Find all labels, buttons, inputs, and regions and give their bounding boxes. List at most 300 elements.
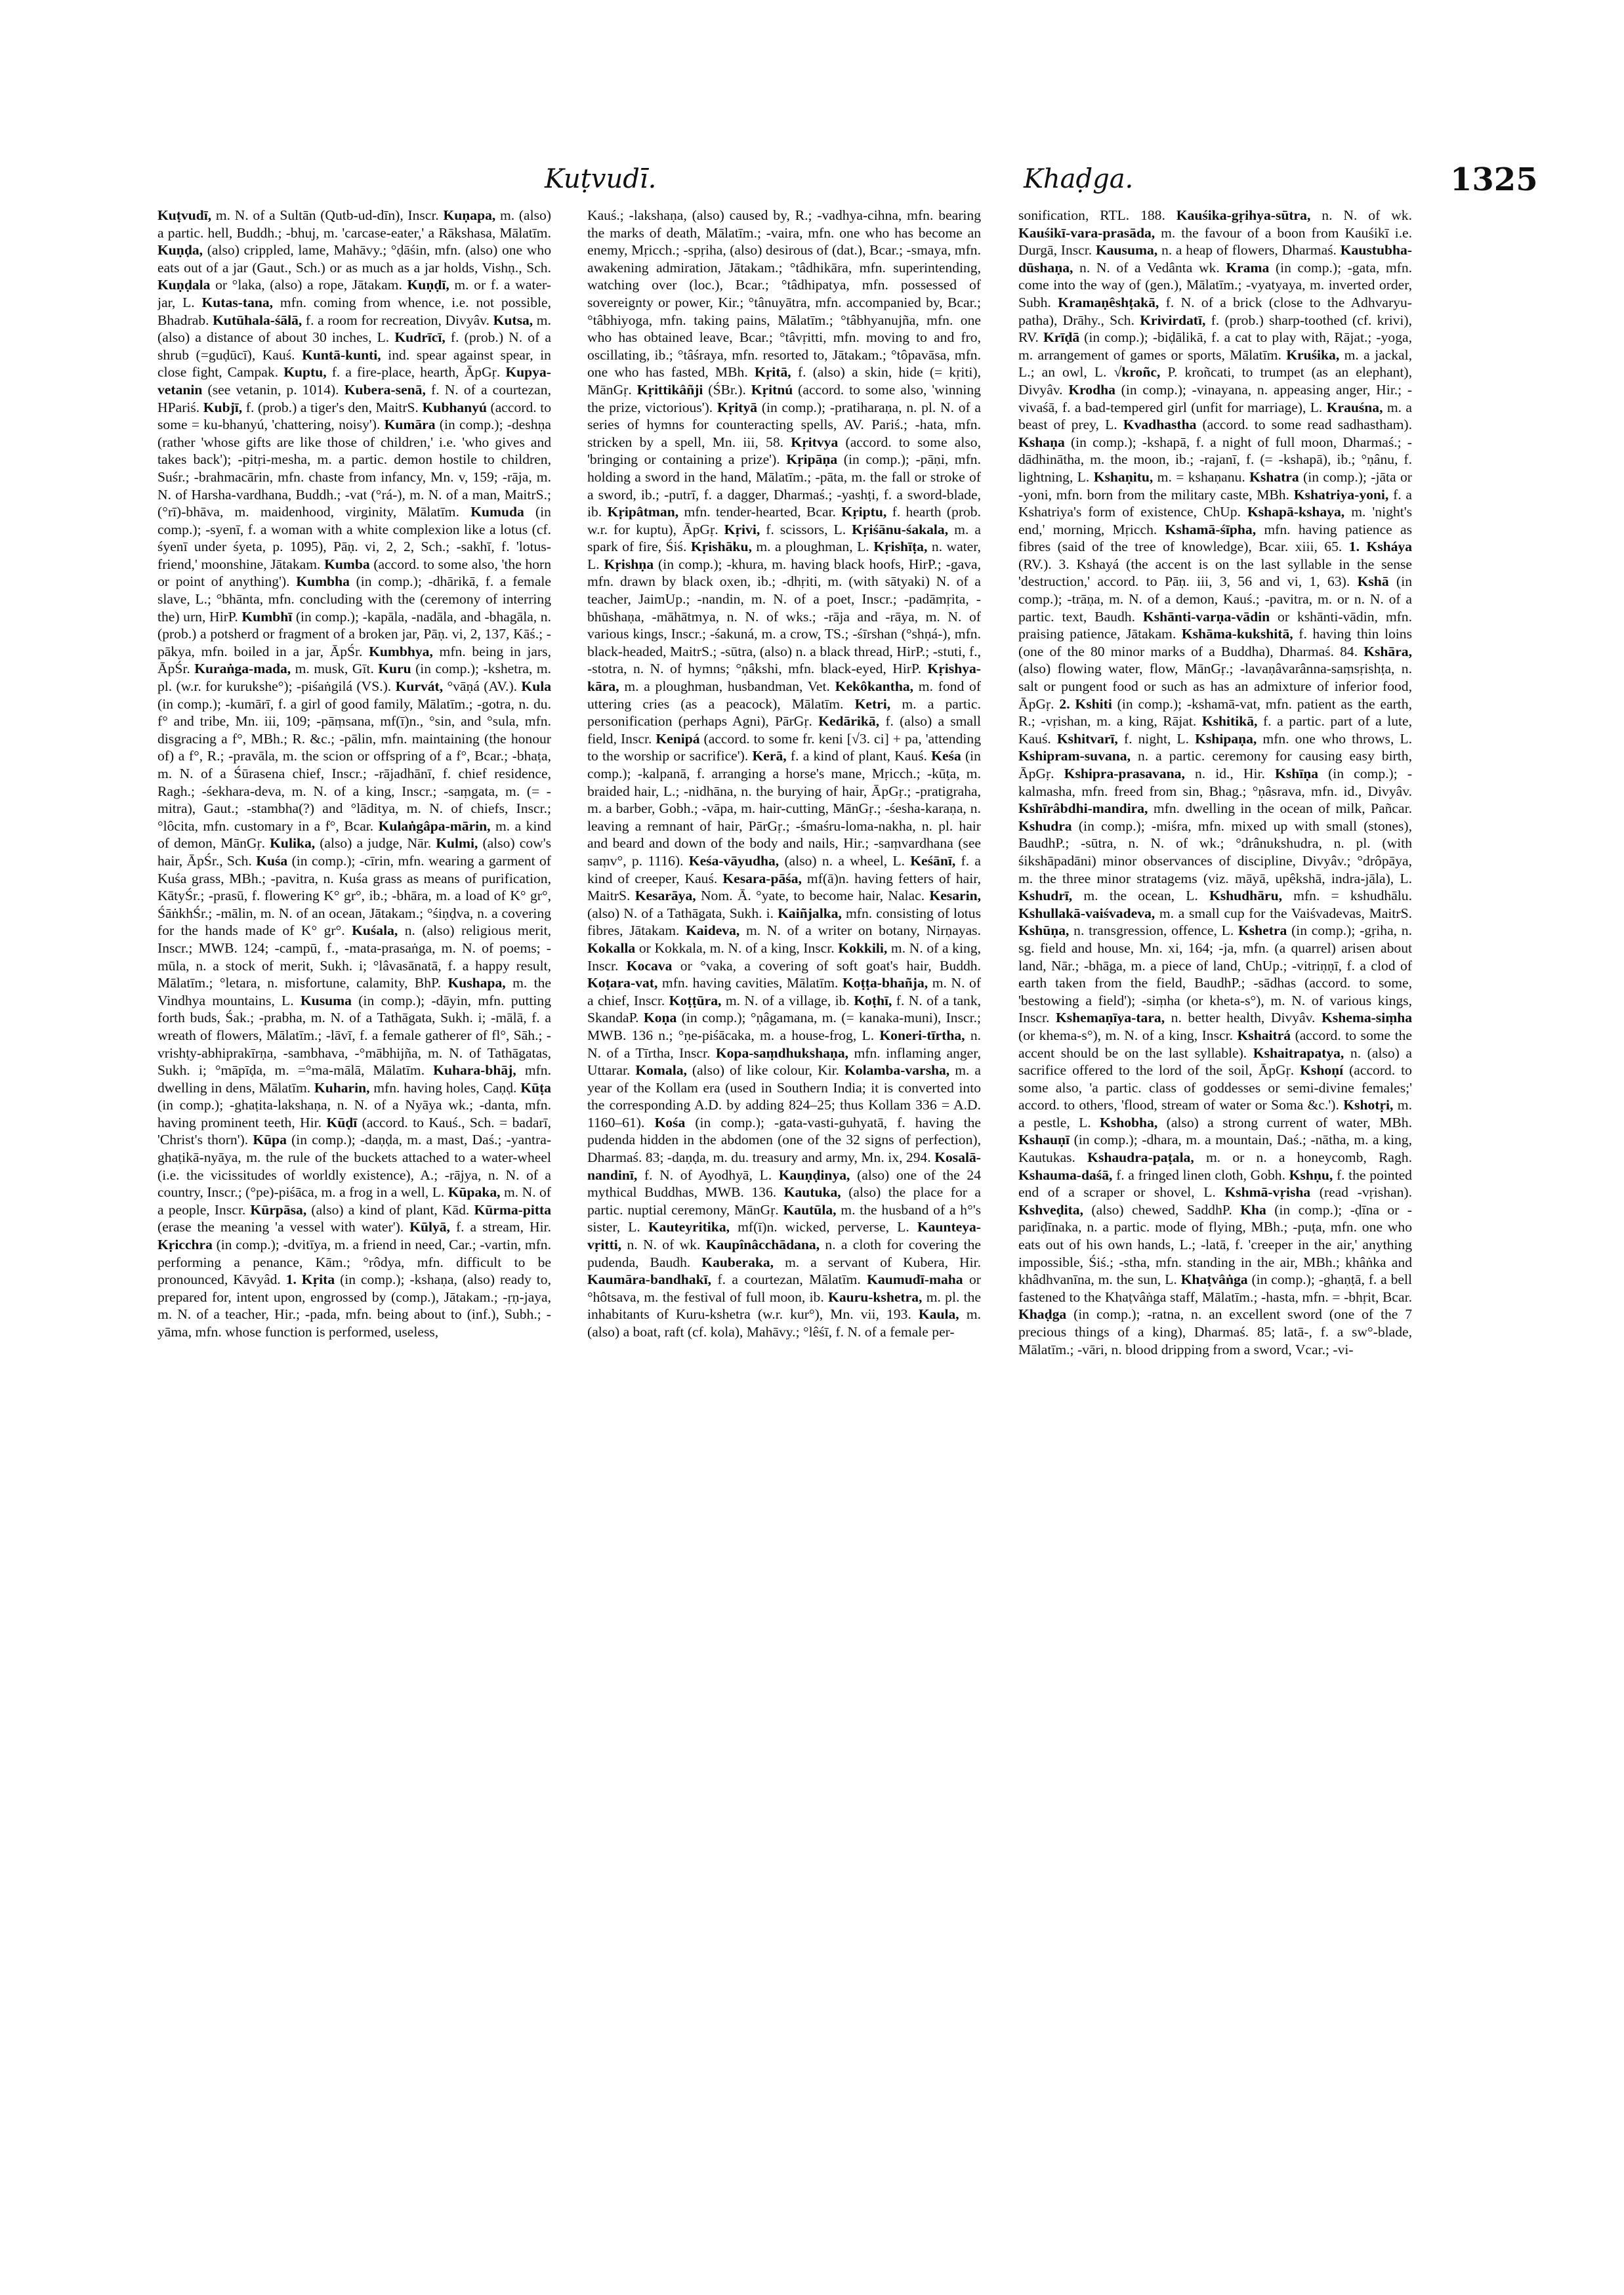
entry-definition: f. (also) a skin, hide (= kṛiti), MānGṛ.	[587, 364, 981, 398]
dictionary-entry	[1057, 731, 1189, 747]
entry-definition: f. a kind of plant, Kauś.	[790, 748, 927, 764]
entry-headword: Kshīṇa	[1275, 766, 1319, 781]
entry-definition: Nom. Ā. °yate, to become hair, Nalac.	[700, 888, 925, 904]
dictionary-entry	[157, 678, 551, 834]
entry-headword: Kshamā-śīpha,	[1165, 521, 1257, 537]
entry-definition: (in comp.); -kalpanā, f. arranging a horse's mane, Mṛicch.; -kūṭa, m. braided hair, L.; -nidhāna, n. the burying of hair, ĀpGṛ.; -pratigraha, m. a barber, Gobh.; -vāpa, m. hair-cutting, MānGṛ.; -śesha-karaṇa, n. leaving a remnant of hair, PārGṛ.; -śmaśru-loma-nakha, n. pl. hair and beard and down of the body and nails, Hir.; -saṃvardhana (see saṃv°, p. 1116).	[587, 748, 981, 869]
page-number: 1325	[1450, 161, 1538, 198]
entry-definition: m. a small cup for the Vaiśvadevas, MaitrS.	[1159, 905, 1412, 921]
entry-definition: (accord. to some also, 'a partic. class of goddesses or semi-divine females;' accord. to others, 'flood, stream of water or Soma &c.').	[1018, 1062, 1412, 1113]
entry-headword: Khaḍga	[1018, 1306, 1067, 1323]
dictionary-entry	[587, 207, 981, 380]
entry-headword: Kshānti-varṇa-vādin	[1142, 608, 1270, 625]
entry-headword: Kuśala,	[352, 922, 398, 939]
entry-definition: n. id., Hir.	[1194, 766, 1265, 781]
entry-headword: Kūpa	[253, 1132, 287, 1148]
entry-definition: m. a spark of fire, Śiś.	[587, 521, 981, 555]
entry-headword: Kshudhāru,	[1209, 888, 1282, 904]
entry-headword: Kusuma	[300, 992, 352, 1008]
entry-headword: Kenipá	[656, 730, 700, 747]
dictionary-entry	[1094, 469, 1245, 485]
entry-definition: (in comp.); -pratiharaṇa, n. pl. N. of a series of hymns for counteracting spells, AV. Pariś.; -hata, mfn. stricken by a spell, Mn. iii, 58.	[587, 399, 981, 450]
entry-definition: f. a fringed linen cloth, Gobh.	[1116, 1167, 1285, 1183]
entry-headword: Kūṭa	[520, 1079, 551, 1096]
entry-headword: Kuṇapa,	[443, 207, 496, 223]
entry-definition: f. N. of a brick (close to the Adhvaryu-patha), Drāhy., Sch.	[1018, 294, 1412, 328]
entry-definition: f. hearth (prob. w.r. for kuptu), ĀpGṛ.	[587, 504, 981, 537]
dictionary-entry	[157, 242, 551, 276]
entry-definition: n. a heap of flowers, Dharmaś.	[1161, 242, 1337, 258]
entry-headword: Kocava	[626, 957, 673, 974]
text-column-3	[1018, 207, 1412, 2227]
entry-definition: f. (prob.) N. of a shrub (=guḍūcī), Kauś.	[157, 329, 551, 363]
entry-headword: Kauṇḍinya,	[778, 1167, 850, 1183]
entry-headword: Kesara-pāśa,	[722, 870, 802, 886]
entry-headword: Kruśika,	[1286, 346, 1340, 363]
entry-definition: (accord. to some also, 'winning the prize, victorious').	[587, 381, 981, 415]
entry-headword: Kshitvarī,	[1056, 730, 1118, 747]
entry-headword: Kṛiptu,	[841, 504, 887, 520]
entry-headword: Kshipra-prasavana,	[1064, 766, 1185, 781]
entry-definition: (in comp.); -jāta or -yoni, mfn. born from the military caste, MBh.	[1018, 468, 1412, 503]
entry-headword: Kshauma-daśā,	[1018, 1167, 1113, 1183]
entry-headword: Kvadhastha	[1123, 417, 1197, 433]
entry-definition: (in comp.); -ghaṭita-lakshaṇa, n. N. of a Nyāya wk.; -danta, mfn. having prominent teeth, Hir.	[157, 1097, 551, 1130]
entry-headword: Kekôkantha,	[835, 678, 914, 695]
entry-headword: Kautuka,	[783, 1184, 841, 1201]
entry-definition: n. (also) religious merit, Inscr.; MWB. 124; -campū, f., -mata-prasaṅga, m. N. of poems; -mūla, n. a stock of merit, Sukh. i; °lâvasānatā, f. a happy result, Mālatīm.; °letara, n. misfortune, calamity, BhP.	[157, 922, 551, 991]
entry-definition: m. the ocean, L.	[1083, 888, 1198, 904]
entry-definition: or °laka, (also) a rope, Jātakam.	[215, 277, 402, 293]
entry-definition: mfn. dwelling in the ocean of milk, Pañcar.	[1153, 800, 1412, 817]
entry-definition: f. a fire-place, hearth, ĀpGṛ.	[331, 364, 501, 381]
dictionary-entry	[635, 1062, 839, 1078]
dictionary-entry	[1018, 818, 1412, 886]
dictionary-entry	[1176, 207, 1412, 223]
entry-definition: (accord. to some also, 'the horn or point of anything').	[157, 556, 551, 590]
entry-headword: Kopa-saṃdhukshaṇa,	[715, 1044, 849, 1061]
entry-headword: Kudrīcī,	[394, 329, 446, 346]
entry-definition: mfn. having cavities, Mālatīm.	[661, 975, 839, 991]
entry-definition: (in comp.); -gata-vasti-guhyatā, f. having the pudenda hidden in the abdomen (one of the 32 signs of perfection), Dharmaś. 83; -daṇḍa, m. du. treasury and army, Mn. ix, 294.	[587, 1114, 981, 1166]
entry-headword: Krīḍā	[1043, 329, 1080, 346]
entry-headword: Kuru	[378, 661, 411, 677]
entry-definition: n. a partic. ceremony for causing easy birth, ĀpGṛ.	[1018, 748, 1412, 781]
entry-definition: (in comp.); -kshapā, f. a night of full moon, Dharmaś.; -dādhinātha, m. the moon, ib.; -rajanī, f. (= -kshapā), ib.; °ṇânu, f. lightning, L.	[1018, 434, 1412, 485]
entry-headword: Kṛishya-kāra,	[587, 661, 981, 695]
entry-definition: (also) one of the 24 mythical Buddhas, MWB. 136.	[587, 1167, 981, 1201]
dictionary-entry	[157, 277, 402, 293]
dictionary-entry	[724, 522, 846, 537]
entry-headword: Kulika,	[270, 835, 316, 852]
dictionary-entry	[752, 748, 927, 764]
text-column-1	[157, 207, 551, 2227]
entry-definition: (accord. to some = ku-bhanyú, 'chattering, noisy').	[157, 399, 551, 433]
dictionary-entry	[587, 1272, 861, 1287]
entry-definition: m. fond of uttering cries (as a peacock), Mālatīm.	[587, 678, 981, 712]
entry-definition: m. a ploughman, husbandman, Vet.	[624, 678, 830, 695]
dictionary-entry	[627, 958, 981, 974]
entry-headword: Kshaitrá	[1237, 1027, 1291, 1043]
dictionary-entry	[1018, 1306, 1412, 1357]
entry-headword: Kula	[521, 678, 551, 695]
entry-headword: Khaṭvâṅga	[1180, 1272, 1248, 1288]
entry-headword: Kshaitrapatya,	[1253, 1044, 1344, 1061]
entry-definition: (accord. to some also, 'bringing or containing a prize').	[587, 434, 981, 468]
entry-definition: mfn. = kshudhālu.	[1293, 888, 1412, 904]
entry-definition: m. the favour of a boon from Kauśikī i.e. Durgā, Inscr.	[1018, 224, 1412, 258]
entry-headword: Kaunteya-vṛitti,	[587, 1219, 981, 1253]
entry-headword: Kolamba-varsha,	[844, 1062, 950, 1079]
entry-definition: ind. spear against spear, in close fight, Campak.	[157, 346, 551, 381]
running-head-right: Khaḍga.	[1024, 164, 1134, 194]
entry-headword: Kauśika-gṛihya-sūtra,	[1176, 207, 1311, 223]
entry-definition: (in comp.); -ghaṇṭā, f. a bell fastened to the Khaṭvâṅga staff, Mālatīm.; -hasta, mfn. = -bhṛit, Bcar.	[1018, 1272, 1412, 1305]
entry-headword: Krodha	[1068, 381, 1115, 398]
entry-headword: Kubhanyú	[422, 399, 487, 415]
entry-headword: Kshotṛi,	[1343, 1097, 1394, 1113]
entry-headword: Kshveḍita,	[1018, 1201, 1083, 1218]
entry-definition: mfn. dwelling in dens, Mālatīm.	[157, 1062, 551, 1096]
entry-definition: mfn. consisting of lotus fibres, Jātakam.	[587, 905, 981, 939]
entry-headword: Kshṇu,	[1289, 1167, 1333, 1183]
running-head-left: Kuṭvudī.	[545, 164, 657, 194]
entry-headword: Kṛipāṇa	[786, 451, 838, 468]
entry-definition: (accord. to some fr. keni [√3. ci] + pa, 'attending to the worship or sacrifice').	[587, 730, 981, 764]
entry-headword: Kuṇḍa,	[157, 242, 203, 258]
entry-definition: m. N. of a Sultān (Qutb-ud-dīn), Inscr.	[215, 207, 439, 223]
dictionary-entry	[587, 556, 981, 677]
entry-definition: (also) cow's hair, ĀpŚr., Sch.	[157, 835, 551, 869]
entry-definition: or Kokkala, m. N. of a king, Inscr.	[638, 940, 835, 956]
entry-definition: (in comp.); -miśra, mfn. mixed up with small (stones), BaudhP.; -sūtra, n. N. of wk.; °drânukshudra, n. pl. (with śikshāpadāni) minor observances of discipline, Divyâv.; °drôpāya, m. the three minor stratagems (viz. māyā, upêkshā, indra-jāla), L.	[1018, 817, 1412, 886]
entry-definition: f. having thin loins (one of the 80 minor marks of a Buddha), Dharmaś. 84.	[1018, 626, 1412, 659]
dictionary-entry	[587, 748, 981, 869]
entry-headword: Kautūla,	[783, 1201, 837, 1218]
entry-definition: (in comp.); -dāyin, mfn. putting forth buds, Śak.; -prabha, m. N. of a Tathāgata, Sukh. i; -mālā, f. a wreath of flowers, Mālatīm.; -lāvī, f. a female gatherer of fl°, Sāh.; -vrishṭy-abhiprakīrṇa, -sambhava, -°mābhijña, m. N. of Tathāgatas, Sukh. i; °māpīḍa, m. =°ma-mālā, Mālatīm.	[157, 992, 551, 1079]
entry-headword: Kshullakā-vaiśvadeva,	[1018, 905, 1156, 921]
entry-headword: Kaustubha-dūshaṇa,	[1018, 242, 1412, 276]
entry-definition: f. a stream, Hir.	[455, 1219, 551, 1235]
entry-headword: Kṛivi,	[724, 521, 760, 537]
entry-definition: m. N. of a chief, Inscr.	[587, 975, 981, 1008]
dictionary-entry	[213, 312, 489, 328]
entry-definition: (in comp.); °ṇâgamana, m. (= kanaka-muni), Inscr.; MWB. 136 n.; °ṇe-piśācaka, m. a house-frog, L.	[587, 1010, 981, 1043]
entry-headword: Kauteyritika,	[648, 1219, 730, 1235]
entry-definition: sonification, RTL. 188.	[1018, 207, 1165, 223]
entry-headword: Kuharin,	[314, 1079, 370, 1096]
dictionary-entry	[1018, 1202, 1232, 1218]
entry-definition: (in comp.); -kalmasha, mfn. freed from sin, Bhag.; °ṇâsrava, mfn. id., Divyâv.	[1018, 766, 1412, 799]
entry-definition: n. a cloth for covering the pudenda, Baudh.	[587, 1237, 981, 1270]
entry-definition: mfn. having holes, Caṇḍ.	[373, 1079, 517, 1096]
entry-definition: n. N. of a Tīrtha, Inscr.	[587, 1027, 981, 1061]
dictionary-entry	[314, 1080, 517, 1096]
entry-headword: 1. Ksháya	[1348, 539, 1412, 555]
entry-definition: (in comp.); -ḍīna or -pariḍīnaka, n. a partic. mode of flying, MBh.; -puṭa, mfn. one who eats out of his own hands, L.; -latā, f. 'creeper in the air,' anything impossible, Śiś.; -stha, mfn. standing in the air, MBh.; khâṅka and khâdhvanīna, m. the sun, L.	[1018, 1201, 1412, 1288]
entry-headword: Kshīrâbdhi-mandira,	[1018, 800, 1148, 817]
entry-definition: (also) the place for a partic. nuptial ceremony, MānGṛ.	[587, 1184, 981, 1218]
entry-definition: mfn. one who throws, L.	[1262, 730, 1412, 747]
entry-headword: Kṛishāku,	[690, 539, 752, 555]
entry-definition: (in comp.); -khura, m. having black hoofs, HirP.; -gava, mfn. drawn by black oxen, ib.; -dhṛiti, m. (with sātyaki) N. of a teacher, JaimUp.; -nandin, m. N. of a poet, Inscr.; -padāmṛita, -bhūshaṇa, -māhātmya, n. N. of wks.; -rāja and -rāya, m. N. of various kings, Inscr.; -śakuná, m. a crow, TS.; -śīrshan (°shṇá-), mfn. black-headed, MaitrS.; -sūtra, (also) n. a black thread, HirP.; -stuti, f., -stotra, n. N. of hymns; °ṇâkshi, mfn. black-eyed, HirP.	[587, 556, 981, 677]
entry-definition: (in comp.); -kshamā-vat, mfn. patient as the earth, R.; -vṛishan, m. a king, Rājat.	[1018, 695, 1412, 730]
dictionary-entry	[635, 888, 925, 903]
entry-headword: Kūpaka,	[448, 1184, 501, 1201]
entry-headword: Kaideva,	[686, 922, 740, 939]
entry-headword: Kaumudī-maha	[867, 1272, 963, 1288]
entry-definition: mfn. being in jars, ĀpŚr.	[157, 643, 551, 677]
entry-headword: Kshaṇitu,	[1093, 468, 1154, 485]
dictionary-entry	[1195, 731, 1412, 747]
entry-definition: or °vaka, a covering of soft goat's hair, Buddh.	[680, 957, 981, 974]
entry-headword: Koṇa	[643, 1010, 677, 1026]
entry-definition: m. the husband of a h°'s sister, L.	[587, 1201, 981, 1235]
entry-headword: Kshudra	[1018, 817, 1072, 834]
entry-definition: (in comp.); -kapāla, -nadāla, and -bhagāla, n. (prob.) a potsherd or fragment of a broken jar, Pāṇ. vi, 2, 137, Kāś.; -pākya, mfn. boiled in a jar, ĀpŚr.	[157, 608, 551, 659]
dictionary-entry	[689, 853, 905, 869]
entry-definition: m. or f. a water-jar, L.	[157, 277, 551, 310]
entry-headword: Keśa-vāyudha,	[688, 852, 780, 869]
entry-definition: m. (also) a distance of about 30 inches, L.	[157, 312, 551, 346]
entry-headword: Kulmi,	[436, 835, 478, 852]
entry-headword: Kshoṇí	[1300, 1062, 1344, 1079]
entry-headword: Kshipaṇa,	[1195, 730, 1257, 747]
entry-headword: Kshaṇa	[1018, 434, 1065, 450]
entry-headword: √kroñc,	[1114, 364, 1161, 381]
entry-headword: Kurvát,	[395, 678, 444, 695]
entry-headword: Kaupînâcchādana,	[705, 1237, 820, 1253]
entry-headword: Kshāma-kukshitā,	[1181, 626, 1293, 642]
entry-headword: Kūrpāsa,	[250, 1201, 307, 1218]
entry-definition: f. (prob.) sharp-toothed (cf. krivi), RV.	[1018, 312, 1412, 346]
entry-headword: Kokalla	[587, 940, 636, 956]
entry-headword: Kushapa,	[448, 975, 506, 991]
entry-definition: (in comp.); -kumārī, f. a girl of good family, Mālatīm.; -gotra, n. du. f° and tribe, Mn. iii, 109; -pāṃsana, mf(ī)n., °sin, and °sula, mfn. disgracing a f°, MBh.; R. &c.; -pālin, mfn. maintaining (the honour of) a f°, R.; -pravāla, m. the scion or offspring of a f°, Bcar.; -bhaṭa, m. N. of a Śūrasena chief, Inscr.; -rājadhānī, f. chief residence, Ragh.; -śekhara-deva, m. N. of a king, Inscr.; -saṃgata, m. (= -mitra), Gaut.; -stambha(?) and °lāditya, m. N. of chiefs, Inscr.; °lôcita, mfn. customary in a f°, Bcar.	[157, 695, 551, 834]
entry-definition: (also) a strong current of water, MBh.	[1166, 1114, 1412, 1130]
dictionary-entry	[1209, 888, 1412, 903]
dictionary-entry	[409, 1219, 551, 1235]
entry-definition: (in comp.); -dvitīya, m. a friend in need, Car.; -vartin, mfn. performing a penance, Kām.; °rôdya, mfn. difficult to be pronounced, Kāvyâd.	[157, 1237, 551, 1288]
entry-headword: Kauśikī-vara-prasāda,	[1018, 224, 1156, 241]
entry-definition: m. N. of a village, ib.	[725, 992, 850, 1008]
dictionary-entry	[686, 922, 981, 938]
entry-definition: or °hôtsava, m. the festival of full moon, ib.	[587, 1272, 981, 1305]
dictionary-entry	[1123, 417, 1412, 432]
entry-definition: n. N. of a Vedânta wk.	[1079, 259, 1220, 276]
entry-headword: Kūlyā,	[409, 1219, 450, 1235]
entry-definition: (also) n. a wheel, L.	[784, 852, 905, 869]
entry-headword: Krauśna,	[1326, 399, 1383, 415]
entry-headword: Komala,	[635, 1062, 687, 1079]
entry-headword: Kshobha,	[1100, 1114, 1158, 1130]
dictionary-entry	[283, 364, 500, 380]
entry-definition: f. scissors, L.	[766, 521, 846, 537]
dictionary-entry	[608, 504, 836, 520]
dictionary-entry	[1100, 1115, 1412, 1130]
entry-definition: (in comp.); -ratna, n. an excellent sword (one of the 7 precious things of a king), Dharmaś. 85; latā-, f. a sw°-blade, Mālatīm.; -vāri, n. blood dripping from a sword, Vcar.; -vi-	[1018, 1306, 1412, 1357]
entry-headword: Kedārikā,	[818, 713, 880, 730]
entry-headword: Kshapā-kshaya,	[1247, 504, 1345, 520]
dictionary-entry	[1018, 800, 1412, 816]
entry-definition: (in comp.); -deshṇa (rather 'whose gifts are like those of children,' i.e. 'who gives and takes back'); -pitṛi-mesha, m. a partic. demon hostile to children, Suśr.; -brahmacārin, mfn. chaste from infancy, Mn. v, 159; -rāja, m. N. of Harsha-vardhana, Buddh.; -vat (°rá-), m. N. of a man, MaitrS.; (°rī)-bhāva, m. maidenhood, virginity, Mālatīm.	[157, 417, 551, 520]
entry-headword: Kṛittikâñji	[636, 381, 703, 398]
entry-definition: (erase the meaning 'a vessel with water').	[157, 1219, 404, 1235]
dictionary-entry	[194, 661, 374, 676]
dictionary-entry	[1056, 1010, 1316, 1025]
entry-definition: m. a beast of prey, L.	[1018, 399, 1412, 433]
entry-headword: Kuhara-bhāj,	[433, 1062, 516, 1079]
entry-headword: Kshatriya-yoni,	[1293, 486, 1389, 503]
entry-headword: Koṭṭūra,	[669, 992, 722, 1008]
entry-definition: (RV.). 3. Kshayá (the accent is on the last syllable in the sense 'destruction,' accord. to Pāṇ. iii, 3, 56 and vi, 1, 63).	[1018, 556, 1412, 590]
entry-headword: Kṛicchra	[157, 1237, 213, 1253]
entry-definition: (in comp.); -gṛiha, n. sg. field and house, Mn. xi, 164; -ja, mfn. (a quarrel) arisen about land, Nār.; -bhāga, m. a piece of land, ChUp.; -vitriṇṇī, f. a clod of earth taken from the field, BaudhP.; -sādhas (accord. to some, 'bestowing a field'); -siṃha (or kheta-s°), m. N. of various kings, Inscr.	[1018, 922, 1412, 1026]
entry-definition: f. a kind of creeper, Kauś.	[587, 852, 981, 886]
dictionary-entry	[250, 1202, 469, 1218]
entry-headword: Kshmā-vṛisha	[1224, 1184, 1311, 1201]
entry-definition: n. water, L.	[587, 539, 981, 572]
entry-definition: m. N. of a people, Inscr.	[157, 1184, 551, 1218]
entry-definition: m. musk, Gīt.	[295, 661, 374, 677]
entry-definition: (accord. to some the accent should be on the last syllable).	[1018, 1027, 1412, 1061]
entry-headword: Kuśa	[256, 852, 288, 869]
entry-headword: Kaula,	[918, 1306, 959, 1323]
entry-definition: (also) a kind of plant, Kād.	[311, 1201, 470, 1218]
entry-definition: mfn. having patience as fibres (said of the tree of knowledge), Bcar. xiii, 65.	[1018, 521, 1412, 555]
dictionary-entry	[648, 1219, 909, 1235]
entry-definition: f. night, L.	[1123, 730, 1190, 747]
entry-definition: mfn. tender-hearted, Bcar.	[684, 504, 836, 520]
dictionary-entry	[1096, 242, 1337, 258]
entry-definition: (in comp.); -syenī, f. a woman with a white complexion like a lotus (cf. śyenī under śyeta, p. 1095), Pāṇ. vi, 2, 2, Sch.; -sakhī, f. 'lotus-friend,' moonshine, Jātakam.	[157, 504, 551, 572]
entry-definition: P. kroñcati, to trumpet (as an elephant), Divyâv.	[1018, 364, 1412, 398]
dictionary-entry	[587, 940, 835, 956]
entry-headword: Krama	[1226, 259, 1270, 276]
entry-headword: Kupya-vetanin	[157, 364, 551, 398]
dictionary-entry	[1018, 207, 1165, 223]
entry-definition: m. = kshaṇanu.	[1157, 468, 1245, 485]
entry-headword: Kuptu,	[283, 364, 327, 381]
entry-definition: m. N. of a writer on botany, Nirṇayas.	[746, 922, 981, 939]
dictionary-entry	[1018, 905, 1412, 921]
dictionary-entry	[270, 835, 431, 851]
entry-headword: Kubera-senā,	[344, 381, 426, 398]
entry-headword: Kumuda	[470, 504, 524, 520]
entry-definition: m. pl. the inhabitants of Kuru-kshetra (w.r. kur°), Mn. vii, 193.	[587, 1289, 981, 1323]
entry-headword: Kuraṅga-mada,	[194, 661, 291, 677]
entry-headword: Kṛitnú	[751, 381, 793, 398]
dictionary-entry	[701, 1254, 981, 1270]
entry-headword: Kuṇḍī,	[407, 277, 449, 293]
entry-headword: Kshema-siṃha	[1322, 1010, 1412, 1026]
entry-definition: mfn. coming from whence, i.e. not possible, Bhadrab.	[157, 294, 551, 328]
entry-headword: Kṛishīṭa,	[873, 539, 928, 555]
entry-headword: Koṭṭa-bhañja,	[842, 975, 928, 991]
entry-definition: mf(ī)n. wicked, perverse, L.	[738, 1219, 909, 1235]
entry-definition: (read -vṛishan).	[1319, 1184, 1412, 1201]
entry-definition: or kshānti-vādin, mfn. praising patience, Jātakam.	[1018, 608, 1412, 642]
entry-headword: Keśānī,	[910, 852, 956, 869]
entry-headword: Kṛiśānu-śakala,	[852, 521, 949, 537]
dictionary-entry	[157, 207, 439, 223]
entry-headword: Kumbhī	[241, 608, 293, 625]
dictionary-entry	[587, 1115, 981, 1165]
entry-definition: f. N. of a courtezan, HPariś.	[157, 381, 551, 415]
entry-headword: Ketri,	[854, 695, 891, 712]
entry-headword: Kramaṇêshṭakā,	[1058, 294, 1159, 310]
entry-headword: Kūḍī	[326, 1114, 358, 1130]
entry-definition: (in comp.); -gata, mfn. come into the way of (gen.), Mālatīm.; -vyatyaya, m. inverted order, Subh.	[1018, 259, 1412, 310]
entry-headword: Kūrma-pitta	[474, 1201, 551, 1218]
entry-definition: (also) a judge, Nār.	[320, 835, 432, 852]
dictionary-entry	[691, 539, 869, 554]
entry-headword: Kṛipâtman,	[607, 504, 679, 520]
entry-headword: Kshatra	[1249, 468, 1299, 485]
entry-definition: (in comp.); -kshetra, m. pl. (w.r. for kurukshe°); -piśaṅgilá (VS.).	[157, 661, 551, 695]
entry-definition: n. N. of wk.	[1322, 207, 1412, 223]
entry-headword: Kauru-kshetra,	[828, 1289, 923, 1305]
entry-headword: Kaumāra-bandhakī,	[587, 1272, 711, 1288]
entry-definition: f. the pointed end of a scraper or shovel, L.	[1018, 1167, 1412, 1201]
entry-definition: (in comp.); -vinayana, n. appeasing anger, Hir.; -vivaśā, f. a bad-tempered girl (unfit for marriage), L.	[1018, 381, 1412, 415]
entry-definition: m. a pestle, L.	[1018, 1097, 1412, 1130]
entry-headword: Kshemaṇīya-tara,	[1055, 1010, 1165, 1026]
entry-definition: n. N. of wk.	[627, 1237, 701, 1253]
entry-definition: f. (prob.) a tiger's den, MaitrS.	[245, 399, 419, 415]
entry-headword: Kshūṇa,	[1018, 922, 1070, 939]
entry-definition: f. N. of Ayodhyā, L.	[644, 1167, 772, 1183]
text-column-2	[587, 207, 981, 2227]
entry-headword: Kshitikā,	[1201, 713, 1258, 730]
entry-definition: n. better health, Divyâv.	[1171, 1010, 1316, 1026]
entry-headword: Kṛitā,	[754, 364, 791, 381]
dictionary-entry	[396, 678, 517, 694]
dictionary-entry	[1087, 1149, 1412, 1165]
entry-definition: m. N. of a king, Inscr.	[587, 940, 981, 974]
entry-headword: Kaiñjalka,	[778, 905, 842, 921]
entry-definition: m. (also) a boat, raft (cf. kola), Mahāvy.; °lêśī, f. N. of a female per-	[587, 1306, 981, 1340]
dictionary-entry	[1018, 888, 1198, 903]
entry-definition: m. a jackal, L.; an owl, L.	[1018, 346, 1412, 381]
entry-headword: Kutsa,	[493, 312, 533, 328]
entry-headword: 1. Kṛita	[285, 1272, 335, 1288]
entry-definition: n. transgression, offence, L.	[1073, 922, 1234, 939]
entry-headword: Kośa	[654, 1114, 686, 1130]
entry-definition: m. (also) a partic. hell, Buddh.; -bhuj, m. 'carcase-eater,' a Rākshasa, Mālatīm.	[157, 207, 551, 241]
entry-definition: f. (also) a small field, Inscr.	[587, 713, 981, 747]
entry-headword: Kerā,	[752, 748, 787, 764]
entry-headword: Kauberaka,	[701, 1254, 774, 1270]
entry-headword: Kesarin,	[929, 888, 981, 904]
entry-definition: f. a Kshatriya's form of existence, ChUp.	[1018, 486, 1412, 520]
entry-headword: Koṭara-vat,	[587, 975, 658, 991]
entry-definition: m. a year of the Kollam era (used in Southern India; it is converted into the corresponding A.D. by adding 824–25; thus Kollam 336 = A.D. 1160–61).	[587, 1062, 981, 1130]
entry-definition: (also) of like colour, Kir.	[692, 1062, 840, 1079]
entry-definition: f. a room for recreation, Divyâv.	[305, 312, 490, 328]
entry-definition: f. N. of a tank, SkandaP.	[587, 992, 981, 1026]
entry-definition: (also) N. of a Tathāgata, Sukh. i.	[587, 905, 774, 921]
dictionary-entry	[587, 975, 838, 991]
dictionary-entry	[637, 382, 746, 398]
entry-headword: 2. Kshiti	[1059, 695, 1112, 712]
entry-headword: Kausuma,	[1095, 242, 1158, 258]
entry-definition: m. a partic. personification (perhaps Agni), PārGṛ.	[587, 695, 981, 730]
dictionary-entry	[1018, 1167, 1285, 1183]
dictionary-entry	[669, 993, 850, 1008]
entry-headword: Kosalā-nandinī,	[587, 1149, 981, 1183]
entry-headword: Kokkili,	[838, 940, 888, 956]
